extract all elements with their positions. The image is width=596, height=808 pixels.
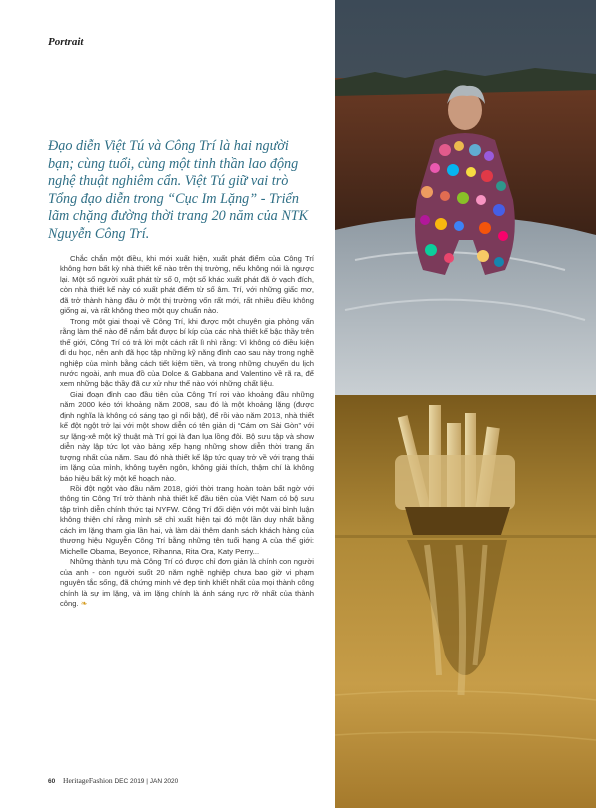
- section-label: Portrait: [48, 36, 84, 48]
- paragraph: Chắc chắn một điều, khi mới xuất hiện, xuất phát điểm của Công Trí không hơn bất kỳ nhà thiết kế nào trên thị trường, nếu không nói là ngược lại. Một số người xuất phát từ số 0, một số khác xuất phát đã ở vạch đích, còn nhà thiết kế này có xuất phát điểm từ số âm. Trí, với những giấc mơ, đã trở thành hàng đầu ở một thị trường vốn rất mới, rất nhiều điều không giống ai, và rất không theo một quy chuẩn nào.: [60, 254, 314, 316]
- paragraph: Giai đoạn đỉnh cao đầu tiên của Công Trí rơi vào khoảng đầu những năm 2000 kéo tới khoảng năm 2008, sau đó là một khoảng lặng (được định nghĩa là không có sáng tạo gì nổi bật), để rồi vào năm 2013, nhà thiết kế đột ngột trở lại với một show diễn có tên giản dị “Cám ơn Sài Gòn” với sự lặng-xê một kỹ thuật mà Trí gọi là đan lụa lồng đôi. Bộ sưu tập và show diễn này lập tức lọt vào bảng xếp hạng những show diễn thời trang ấn tượng nhất của năm. Sau đó nhà thiết kế lập tức quay trở về với trạng thái im lặng của mình, không tuyên ngôn, không giải thích, thậm chí là không báo hiệu bất kỳ một kế hoạch nào.: [60, 389, 314, 483]
- portrait-photo-icon: [335, 0, 596, 395]
- magazine-name: HeritageFashion: [63, 776, 113, 785]
- article-body: [60, 254, 314, 609]
- page-number: 60: [48, 778, 56, 785]
- final-paragraph-text: Những thành tựu mà Công Trí có được chỉ đơn giản là chính con người của anh - con người suốt 20 năm nghề nghiệp chưa bao giờ vi phạm nguyên tắc sống, đã chứng minh vẻ đẹp tinh khiết nhất của mọi thành công chính là sự im lặng, và im lặng chính là ánh sáng rực rỡ nhất của thành công.: [60, 557, 314, 608]
- reflection-photo-icon: [335, 395, 596, 808]
- paragraph: Trong một giai thoại về Công Trí, khi được một chuyên gia phỏng vấn rằng làm thế nào để nắm bắt được bí kíp của các nhà thiết kế bậc thầy trên thế giới, Công Trí có trả lời một cách rất lì nhì rằng: Vì không có điều kiện đi du học, nên anh đã học tập những kỹ năng đỉnh cao sau này trong nghề nghiệp của mình bằng cách tiết kiệm tiền, và trong những chuyến du lịch nước ngoài, anh mua đồ của Dolce & Gabbana and Valentino về rã ra, để xem những bậc thầy đã cư xử như thế nào với những chất liệu.: [60, 316, 314, 389]
- issue-date: DEC 2019 | JAN 2020: [114, 778, 179, 785]
- reflection-photo: [335, 395, 596, 808]
- pull-quote: Đạo diễn Việt Tú và Công Trí là hai người bạn; cùng tuổi, cùng một tinh thần lao động nghệ thuật nghiêm cẩn. Việt Tú giữ vai trò Tổng đạo diễn trong “Cục Im Lặng” - Triển lãm chặng đường thời trang 20 năm của NTK Nguyễn Công Trí.: [48, 138, 309, 242]
- end-mark-icon: ❧: [80, 598, 88, 608]
- paragraph: Rồi đột ngột vào đầu năm 2018, giới thời trang hoàn toàn bất ngờ với thông tin Công Trí trở thành nhà thiết kế đầu tiên của Việt Nam có bộ sưu tập trình diễn chính thức tại NYFW. Công Trí đối diện với một vài bình luận không thiện chí rằng mình sẽ chỉ xuất hiện tại đó một lần duy nhất bằng cách im lặng tham gia lần hai, và làm dài thêm danh sách khách hàng của thương hiệu Nguyễn Công Trí bằng những tên tuổi hạng A của thế giới: Michelle Obama, Beyonce, Rihanna, Rita Ora, Katy Perry...: [60, 483, 314, 556]
- paragraph: [60, 557, 314, 609]
- page-footer: [48, 776, 178, 785]
- portrait-photo: [335, 0, 596, 395]
